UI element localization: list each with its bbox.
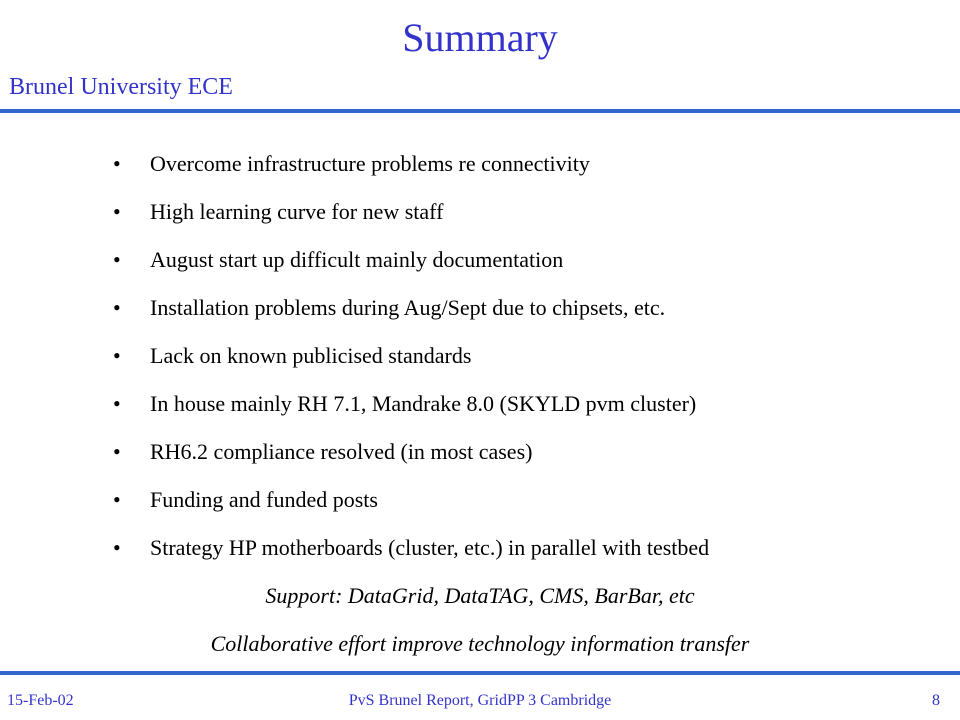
- footer-date: 15-Feb-02: [7, 692, 74, 709]
- bullet-point-icon: •: [113, 295, 121, 320]
- page-number: 8: [932, 692, 940, 709]
- footer-caption: PvS Brunel Report, GridPP 3 Cambridge: [348, 692, 612, 709]
- organization-label: Brunel University ECE: [9, 74, 233, 100]
- bullet-point-icon: •: [113, 199, 121, 224]
- bullet-text: High learning curve for new staff: [150, 199, 444, 224]
- bullet-text: Lack on known publicised standards: [150, 343, 472, 368]
- bullet-item: [113, 291, 933, 339]
- bullet-point-icon: •: [113, 439, 121, 464]
- bullet-item: [113, 243, 933, 291]
- bullet-text: Strategy HP motherboards (cluster, etc.) in parallel with testbed: [150, 535, 710, 560]
- bullet-point-icon: •: [113, 487, 121, 512]
- bullet-text: Funding and funded posts: [150, 487, 378, 512]
- support-note: Support: DataGrid, DataTAG, CMS, BarBar, etc: [265, 583, 695, 608]
- bullet-point-icon: •: [113, 343, 121, 368]
- bullet-item: [113, 195, 933, 243]
- bullet-item: [113, 435, 933, 483]
- bullet-text: Installation problems during Aug/Sept due to chipsets, etc.: [150, 295, 666, 320]
- header-divider: [0, 109, 960, 113]
- footer-divider: [0, 671, 960, 675]
- bullet-point-icon: •: [113, 391, 121, 416]
- slide-title: Summary: [402, 15, 558, 60]
- bullet-point-icon: •: [113, 535, 121, 560]
- bullet-text: Overcome infrastructure problems re connectivity: [150, 151, 590, 176]
- bullet-text: RH6.2 compliance resolved (in most cases): [150, 439, 533, 464]
- collaboration-note: Collaborative effort improve technology information transfer: [210, 631, 750, 656]
- bullet-item: [113, 339, 933, 387]
- bullet-text: In house mainly RH 7.1, Mandrake 8.0 (SKYLD pvm cluster): [150, 391, 697, 416]
- bullet-item: [113, 483, 933, 531]
- bullet-item: [113, 387, 933, 435]
- bullet-list: [113, 147, 933, 579]
- bullet-point-icon: •: [113, 151, 121, 176]
- bullet-item: [113, 147, 933, 195]
- bullet-item: [113, 531, 933, 579]
- bullet-point-icon: •: [113, 247, 121, 272]
- bullet-text: August start up difficult mainly documentation: [150, 247, 564, 272]
